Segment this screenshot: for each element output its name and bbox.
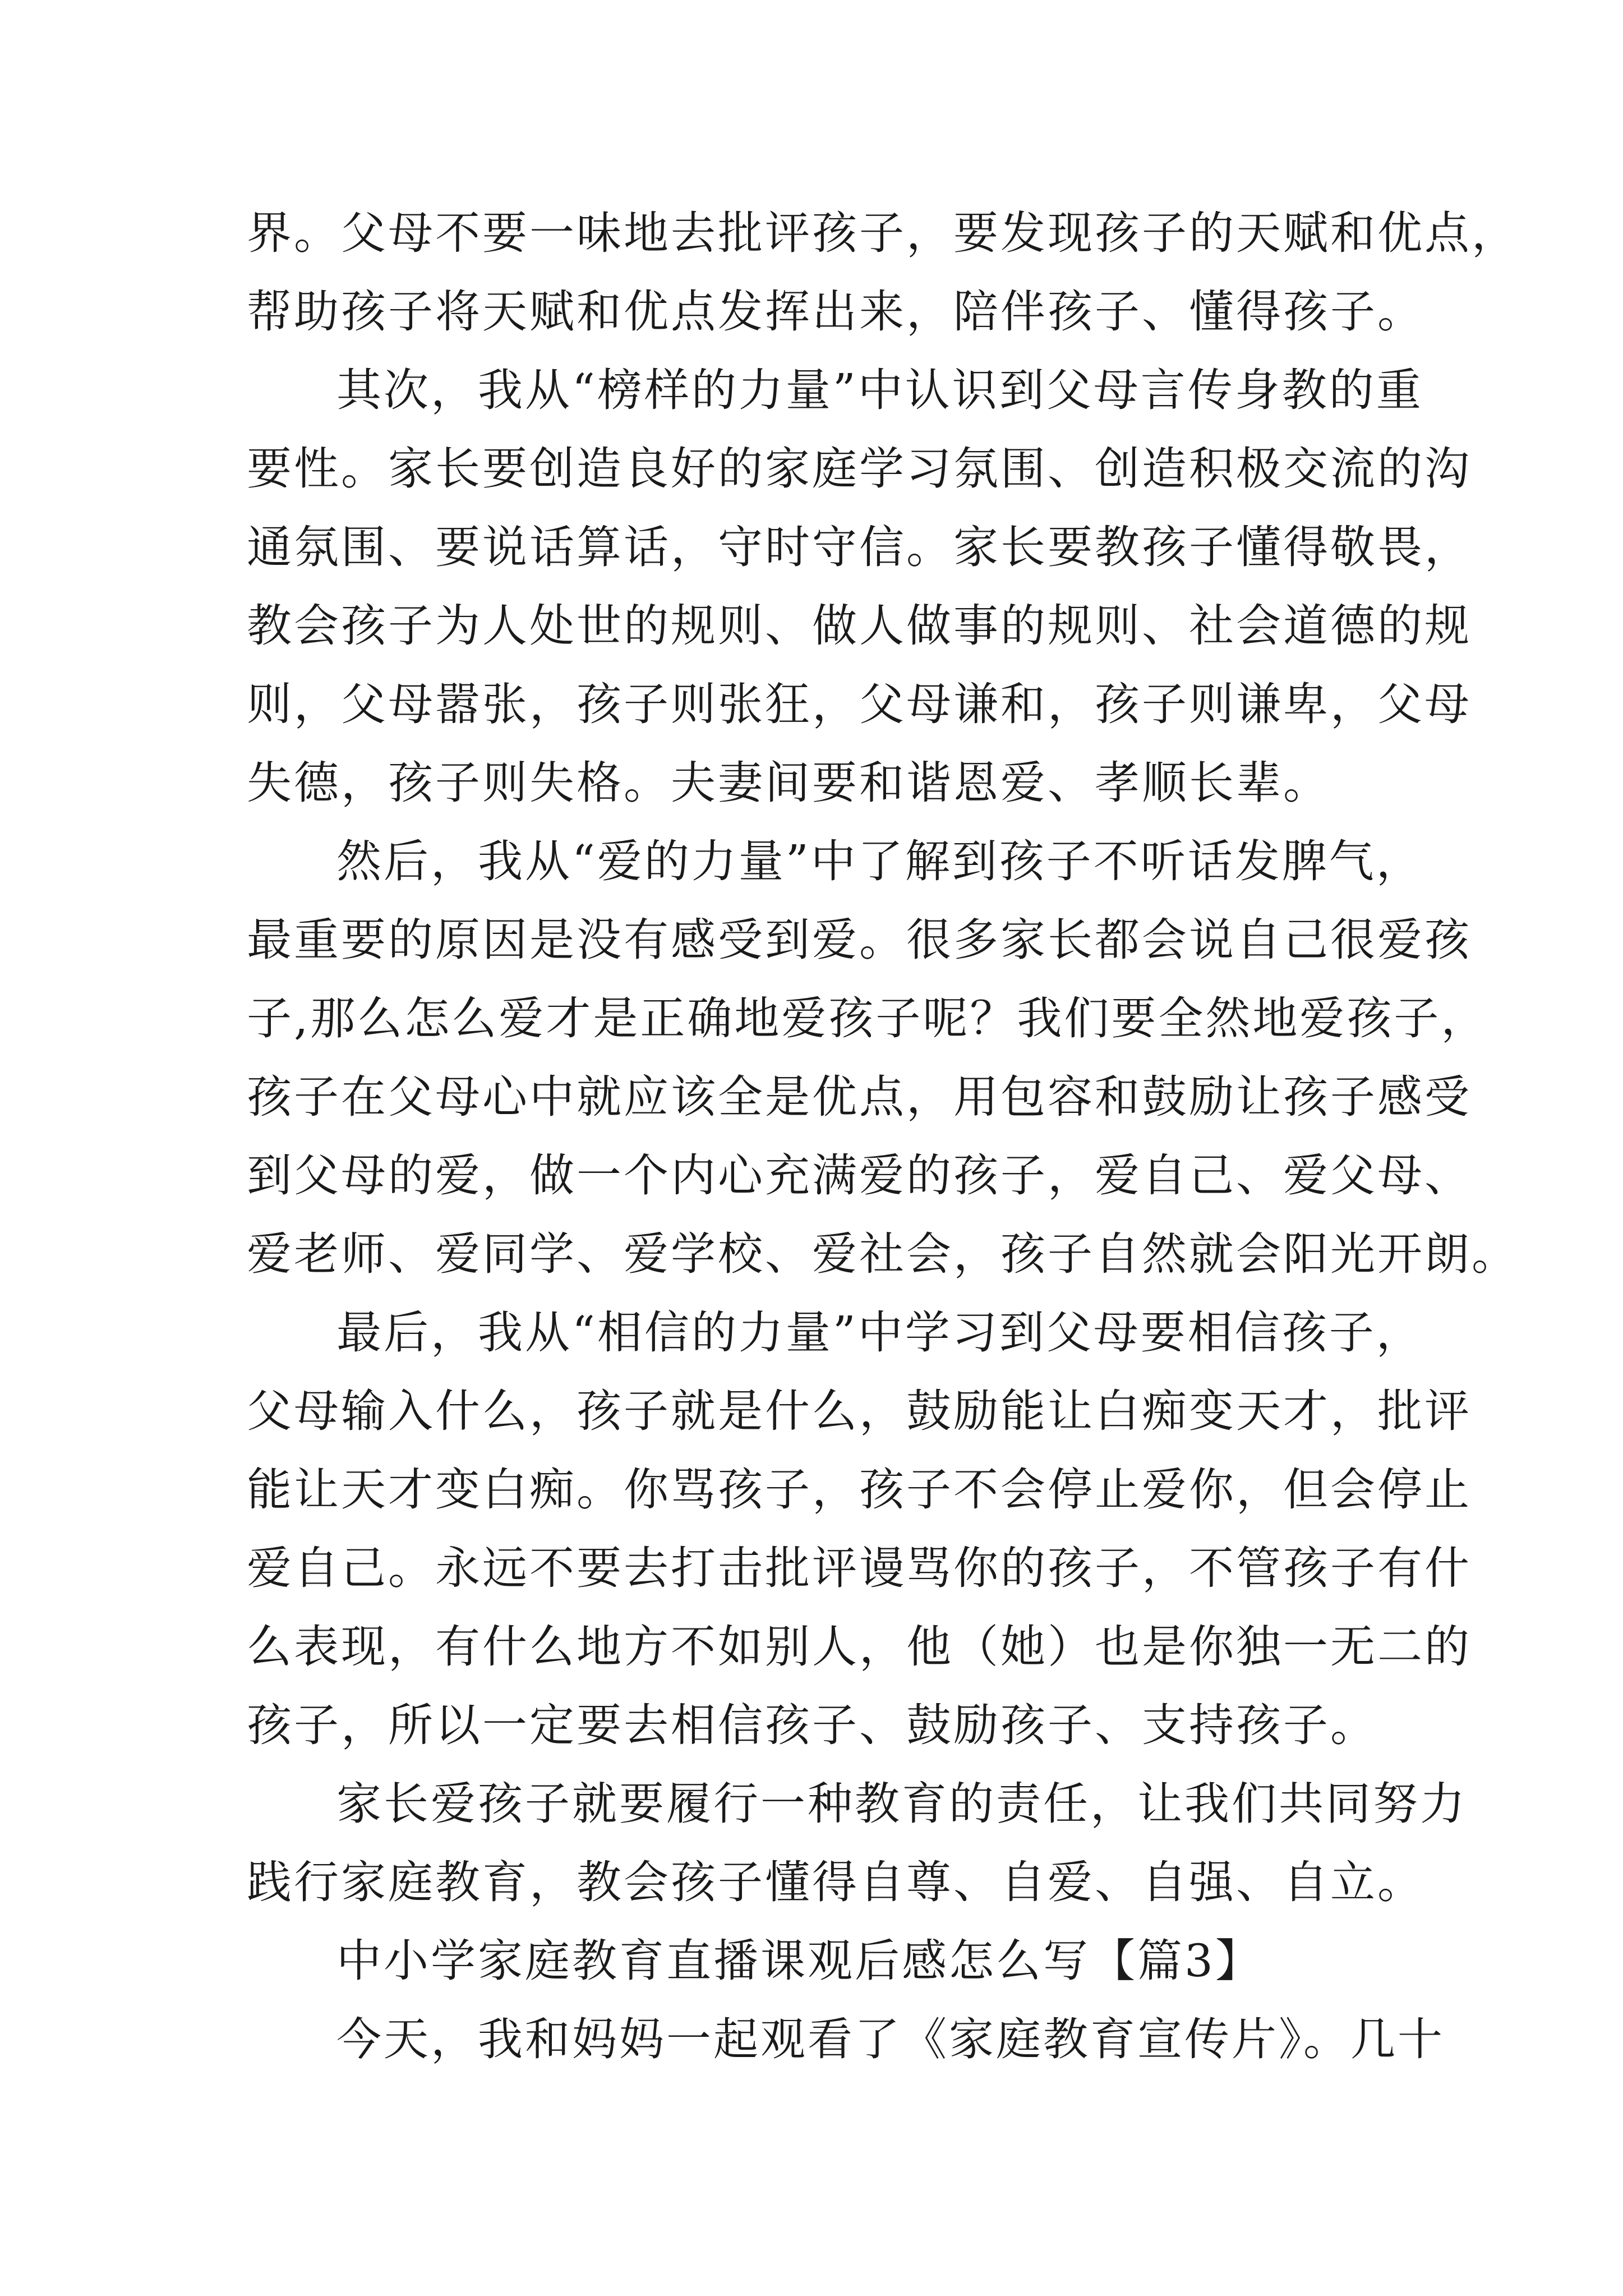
text-line: 么表现，有什么地方不如别人，他（她）也是你独一无二的	[247, 1621, 1472, 1673]
text-line: 最重要的原因是没有感受到爱。很多家长都会说自己很爱孩	[247, 914, 1472, 966]
text-line: 爱老师、爱同学、爱学校、爱社会，孩子自然就会阳光开朗。	[247, 1228, 1519, 1280]
paragraph-start-line: 家长爱孩子就要履行一种教育的责任，让我们共同努力	[336, 1778, 1467, 1830]
text-line: 能让天才变白痴。你骂孩子，孩子不会停止爱你，但会停止	[247, 1464, 1472, 1516]
paragraph-start-line: 然后，我从“爱的力量”中了解到孩子不听话发脾气，	[336, 835, 1423, 887]
text-line: 教会孩子为人处世的规则、做人做事的规则、社会道德的规	[247, 600, 1472, 652]
text-line: 界。父母不要一味地去批评孩子，要发现孩子的天赋和优点，	[247, 207, 1519, 259]
text-line: 子,那么怎么爱才是正确地爱孩子呢？我们要全然地爱孩子，	[247, 992, 1488, 1045]
text-line: 父母输入什么，孩子就是什么，鼓励能让白痴变天才，批评	[247, 1385, 1472, 1437]
text-line: 则，父母嚣张，孩子则张狂，父母谦和，孩子则谦卑，父母	[247, 678, 1472, 730]
section-heading: 中小学家庭教育直播课观后感怎么写【篇3】	[336, 1935, 1262, 1987]
paragraph-start-line: 最后，我从“相信的力量”中学习到父母要相信孩子，	[336, 1306, 1423, 1359]
document-body	[247, 194, 1519, 2079]
text-line: 到父母的爱，做一个内心充满爱的孩子，爱自己、爱父母、	[247, 1149, 1472, 1202]
text-line: 通氛围、要说话算话，守时守信。家长要教孩子懂得敬畏，	[247, 521, 1472, 573]
paragraph-start-line: 今天，我和妈妈一起观看了《家庭教育宣传片》。几十	[336, 2013, 1445, 2065]
text-line: 帮助孩子将天赋和优点发挥出来，陪伴孩子、懂得孩子。	[247, 286, 1424, 338]
paragraph-start-line: 其次，我从“榜样的力量”中认识到父母言传身教的重	[336, 364, 1423, 416]
text-line: 孩子，所以一定要去相信孩子、鼓励孩子、支持孩子。	[247, 1699, 1377, 1751]
text-line: 要性。家长要创造良好的家庭学习氛围、创造积极交流的沟	[247, 443, 1472, 495]
text-line: 爱自己。永远不要去打击批评谩骂你的孩子，不管孩子有什	[247, 1542, 1472, 1594]
text-line: 孩子在父母心中就应该全是优点，用包容和鼓励让孩子感受	[247, 1071, 1472, 1123]
text-line: 失德，孩子则失格。夫妻间要和谐恩爱、孝顺长辈。	[247, 757, 1330, 809]
text-line: 践行家庭教育，教会孩子懂得自尊、自爱、自强、自立。	[247, 1856, 1424, 1908]
